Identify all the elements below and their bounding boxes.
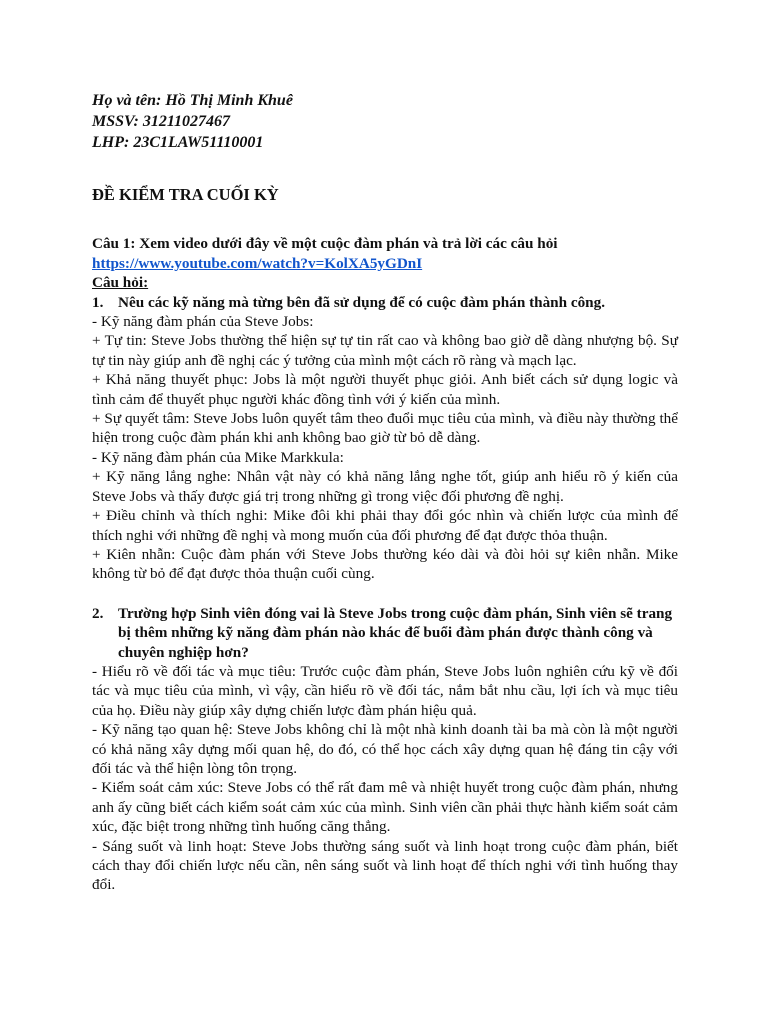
- answer-1-line: + Khả năng thuyết phục: Jobs là một người thuyết phục giỏi. Anh biết cách sử dụng logic và tình cảm để thuyết phục người khác đồng tình với ý kiến của mình.: [92, 371, 678, 408]
- answer-2-line: - Sáng suốt và linh hoạt: Steve Jobs thường sáng suốt và linh hoạt trong cuộc đàm phán, biết cách thay đổi chiến lược nếu cần, nên sáng suốt và linh hoạt để thích nghi với tình huống thay đổi.: [92, 837, 678, 894]
- answer-2-line: - Kỹ năng tạo quan hệ: Steve Jobs không chỉ là một nhà kinh doanh tài ba mà còn là một người có khả năng xây dựng mối quan hệ, do đó, có thể học cách xây dựng quan hệ đáng tin cậy với đối tác và thể hiện lòng tôn trọng.: [92, 721, 678, 777]
- sub-question-2: [92, 604, 678, 662]
- student-name: Họ và tên: Hồ Thị Minh Khuê: [92, 92, 293, 109]
- video-link[interactable]: https://www.youtube.com/watch?v=KolXA5yGDnI: [92, 254, 423, 272]
- sub-question-1-number: 1.: [92, 293, 104, 311]
- sub-question-2-title: Trường hợp Sinh viên đóng vai là Steve Jobs trong cuộc đàm phán, Sinh viên sẽ trang bị thêm những kỹ năng đàm phán nào khác để buổi đàm phán được thành công và chuyên nghiệp hơn?: [118, 604, 673, 661]
- answer-1-line: + Điều chỉnh và thích nghi: Mike đôi khi phải thay đổi góc nhìn và chiến lược của mình để thích nghi với những đề nghị và mong muốn của đối phương để đạt được thỏa thuận.: [92, 507, 678, 544]
- answer-1-line: + Kiên nhẫn: Cuộc đàm phán với Steve Jobs thường kéo dài và đòi hỏi sự kiên nhẫn. Mike không từ bỏ để đạt được thỏa thuận cuối cùng.: [92, 545, 678, 583]
- student-id: MSSV: 31211027467: [92, 113, 230, 130]
- answer-1-line: - Kỹ năng đàm phán của Steve Jobs:: [92, 313, 314, 331]
- sub-question-1: [92, 293, 678, 312]
- spacer: [92, 584, 678, 604]
- sub-question-1-title: Nêu các kỹ năng mà từng bên đã sử dụng để có cuộc đàm phán thành công.: [118, 293, 606, 311]
- answer-1-line: - Kỹ năng đàm phán của Mike Markkula:: [92, 448, 344, 466]
- answer-2-line: - Hiểu rõ về đối tác và mục tiêu: Trước cuộc đàm phán, Steve Jobs luôn nghiên cứu kỹ về đối tác và mục tiêu của mình, vì vậy, cần hiểu rõ về đối tác, nắm bắt nhu cầu, lợi ích và mục tiêu của họ. Điều này giúp xây dựng chiến lược đàm phán hiệu quả.: [92, 662, 678, 719]
- class-code: LHP: 23C1LAW51110001: [92, 134, 264, 151]
- question-1-title: Câu 1: Xem video dưới đây về một cuộc đàm phán và trả lời các câu hỏi: [92, 235, 558, 253]
- answer-2-line: - Kiểm soát cảm xúc: Steve Jobs có thể rất đam mê và nhiệt huyết trong cuộc đàm phán, nhưng anh ấy cũng biết cách kiểm soát cảm xúc của mình. Sinh viên cần phải thực hành kiểm soát cảm xúc, đặc biệt trong những tình huống căng thẳng.: [92, 779, 678, 836]
- questions-label: Câu hỏi:: [92, 274, 149, 292]
- exam-title: ĐỀ KIỂM TRA CUỐI KỲ: [92, 185, 279, 204]
- answer-1-line: + Sự quyết tâm: Steve Jobs luôn quyết tâm theo đuổi mục tiêu của mình, và điều này thường thể hiện trong cuộc đàm phán khi anh không bao giờ từ bỏ dễ dàng.: [92, 410, 678, 447]
- answer-1-line: + Tự tin: Steve Jobs thường thể hiện sự tự tin rất cao và không bao giờ dễ dàng nhượng bộ. Sự tự tin này giúp anh đề nghị các ý tưởng của mình một cách rõ ràng và mạch lạc.: [92, 332, 678, 369]
- answer-1-line: + Kỹ năng lắng nghe: Nhân vật này có khả năng lắng nghe tốt, giúp anh hiểu rõ ý kiến của Steve Jobs và thấy được giá trị trong những gì trong việc đối phương đề nghị.: [92, 468, 678, 505]
- sub-question-2-number: 2.: [92, 604, 104, 622]
